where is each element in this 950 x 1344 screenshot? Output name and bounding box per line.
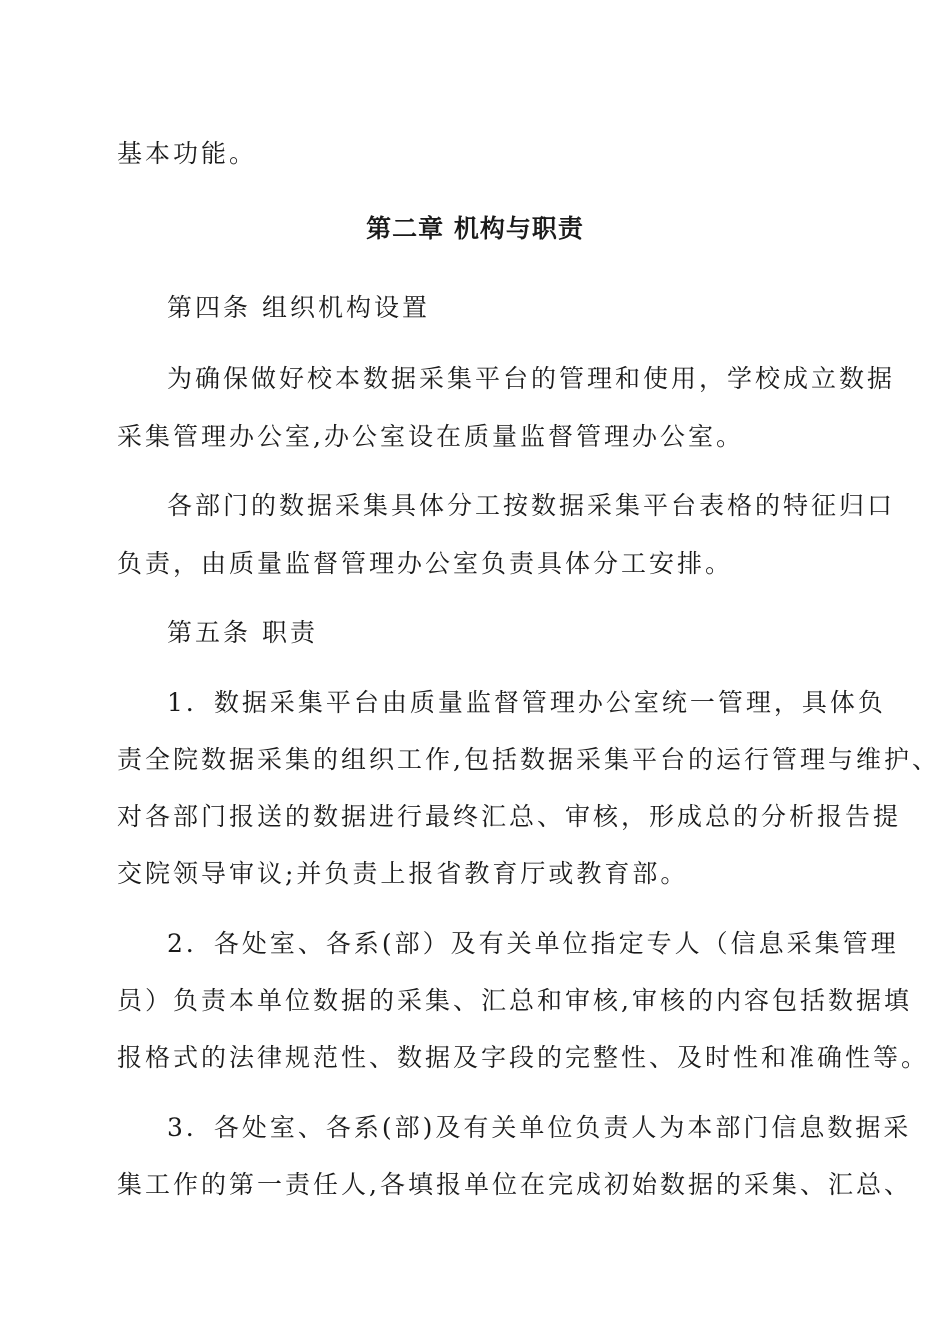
article-4-paragraph-2-line-2: 负责，由质量监督管理办公室负责具体分工安排。 [117, 549, 734, 578]
item-1-line-3: 对各部门报送的数据进行最终汇总、审核，形成总的分析报告提 [117, 802, 902, 831]
article-5-heading: 第五条 职责 [167, 618, 318, 647]
item-1-line-1: 1．数据采集平台由质量监督管理办公室统一管理，具体负 [167, 688, 886, 717]
item-3-line-1: 3．各处室、各系(部)及有关单位负责人为本部门信息数据采 [167, 1113, 912, 1142]
item-2-line-2: 员）负责本单位数据的采集、汇总和审核,审核的内容包括数据填 [117, 986, 912, 1015]
item-1-line-2: 责全院数据采集的组织工作,包括数据采集平台的运行管理与维护、 [117, 745, 940, 774]
item-1-line-4: 交院领导审议;并负责上报省教育厅或教育部。 [117, 859, 689, 888]
continuation-text: 基本功能。 [117, 139, 258, 168]
article-4-paragraph-1-line-2: 采集管理办公室,办公室设在质量监督管理办公室。 [117, 422, 744, 451]
item-2-line-3: 报格式的法律规范性、数据及字段的完整性、及时性和准确性等。 [117, 1043, 930, 1072]
item-2-line-1: 2．各处室、各系(部）及有关单位指定专人（信息采集管理 [167, 929, 899, 958]
article-4-paragraph-1-line-1: 为确保做好校本数据采集平台的管理和使用，学校成立数据 [167, 364, 896, 393]
article-4-heading: 第四条 组织机构设置 [167, 293, 430, 322]
item-3-line-2: 集工作的第一责任人,各填报单位在完成初始数据的采集、汇总、 [117, 1170, 912, 1199]
article-4-paragraph-2-line-1: 各部门的数据采集具体分工按数据采集平台表格的特征归口 [167, 491, 896, 520]
chapter-title: 第二章 机构与职责 [366, 214, 584, 243]
